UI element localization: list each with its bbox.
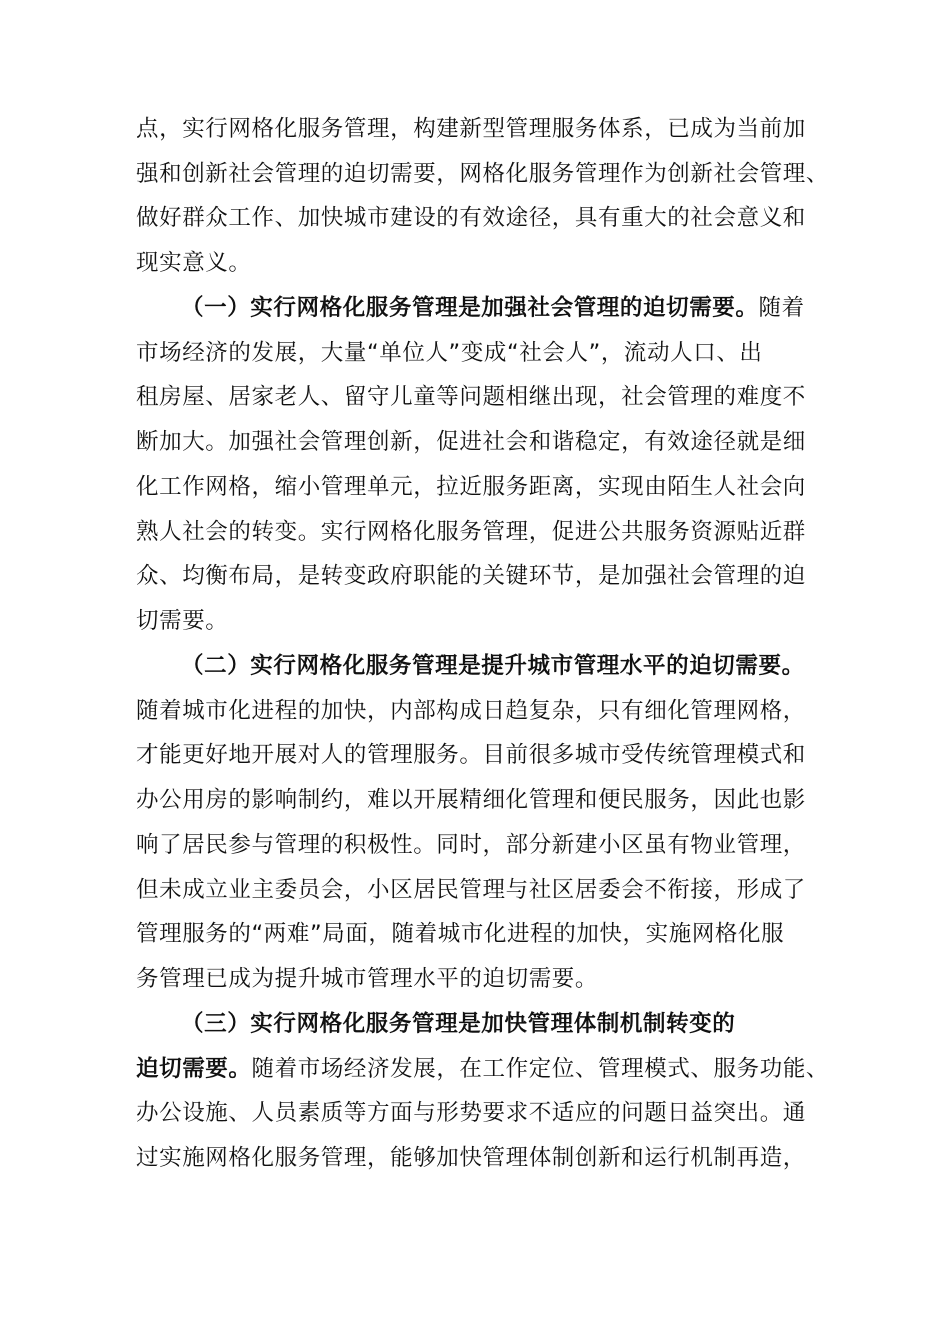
body-text-line: 租房屋、居家老人、留守儿童等问题相继出现，社会管理的难度不	[136, 384, 806, 410]
section-heading-2: （二）实行网格化服务管理是提升城市管理水平的迫切需要。	[181, 653, 805, 679]
body-text-line: 迫切需要。随着市场经济发展，在工作定位、管理模式、服务功能、	[136, 1056, 830, 1082]
section-heading-line	[181, 1002, 735, 1046]
body-text-line: 随着城市化进程的加快，内部构成日趋复杂，只有细化管理网格，	[136, 698, 806, 724]
section-heading-3-cont: 迫切需要。	[136, 1056, 252, 1082]
body-text-line: 办公设施、人员素质等方面与形势要求不适应的问题日益突出。通	[136, 1100, 806, 1126]
body-text-line: 办公用房的影响制约，难以开展精细化管理和便民服务，因此也影	[136, 787, 806, 813]
body-text-line: 响了居民参与管理的积极性。同时，部分新建小区虽有物业管理，	[136, 832, 806, 858]
body-text-line: 熟人社会的转变。实行网格化服务管理，促进公共服务资源贴近群	[136, 519, 806, 545]
body-text-line: 化工作网格，缩小管理单元，拉近服务距离，实现由陌生人社会向	[136, 474, 806, 500]
section-heading-1: （一）实行网格化服务管理是加强社会管理的迫切需要。	[181, 295, 759, 321]
body-text-line: 强和创新社会管理的迫切需要，网格化服务管理作为创新社会管理、	[136, 161, 830, 187]
body-text-line: 管理服务的“两难”局面，随着城市化进程的加快，实施网格化服	[136, 921, 785, 947]
section-heading-3: （三）实行网格化服务管理是加快管理体制机制转变的	[181, 1011, 736, 1037]
body-text-line: 切需要。	[136, 608, 229, 634]
body-text-line: 做好群众工作、加快城市建设的有效途径，具有重大的社会意义和	[136, 205, 806, 231]
body-text-line: 但未成立业主委员会，小区居民管理与社区居委会不衔接，形成了	[136, 877, 806, 903]
body-text-line: 过实施网格化服务管理，能够加快管理体制创新和运行机制再造，	[136, 1145, 806, 1171]
body-text-line: 市场经济的发展，大量“单位人”变成“社会人”，流动人口、出	[136, 340, 763, 366]
body-text-line: 众、均衡布局，是转变政府职能的关键环节，是加强社会管理的迫	[136, 563, 806, 589]
section-heading-line	[181, 644, 805, 688]
body-text-line: 现实意义。	[136, 250, 252, 276]
body-text-line: 点，实行网格化服务管理，构建新型管理服务体系，已成为当前加	[136, 116, 806, 142]
body-text-line: 才能更好地开展对人的管理服务。目前很多城市受传统管理模式和	[136, 742, 806, 768]
body-text-line: 务管理已成为提升城市管理水平的迫切需要。	[136, 966, 599, 992]
body-text-line: 断加大。加强社会管理创新，促进社会和谐稳定，有效途径就是细	[136, 429, 806, 455]
section-heading-line: （一）实行网格化服务管理是加强社会管理的迫切需要。随着	[181, 295, 805, 321]
